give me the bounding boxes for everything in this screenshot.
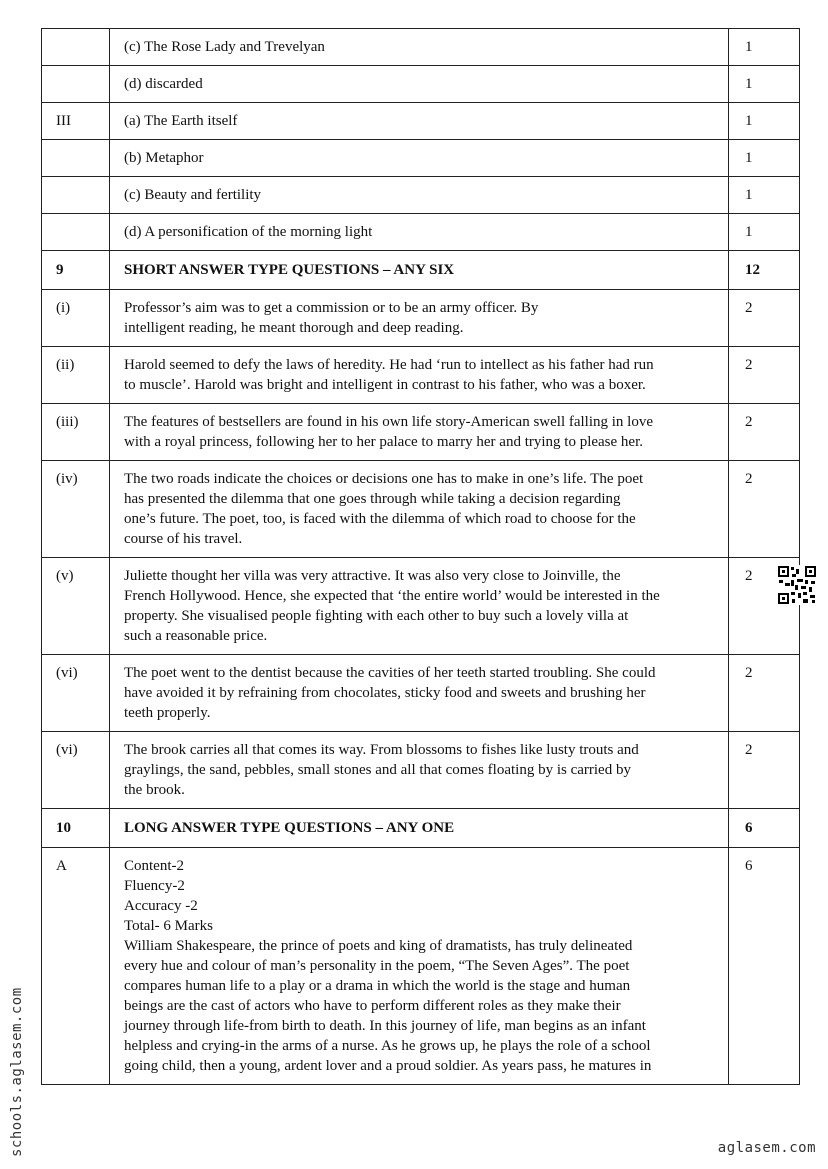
answer-row	[42, 558, 800, 655]
section-header-row	[42, 809, 800, 848]
question-number	[42, 66, 110, 103]
question-number: (iv)	[42, 461, 110, 558]
answer-line: course of his travel.	[124, 531, 243, 547]
answer-text	[110, 103, 729, 140]
answer-line: (a) The Earth itself	[124, 113, 238, 129]
question-number: (v)	[42, 558, 110, 655]
question-number: (iii)	[42, 404, 110, 461]
marks: 6	[729, 848, 800, 1085]
answer-line: going child, then a young, ardent lover and a proud soldier. As years pass, he matures in	[124, 1058, 652, 1074]
answer-text	[110, 29, 729, 66]
answer-line: with a royal princess, following her to her palace to marry her and trying to please her.	[124, 434, 643, 450]
answer-row	[42, 347, 800, 404]
answer-line: (c) The Rose Lady and Trevelyan	[124, 39, 325, 55]
answer-row	[42, 732, 800, 809]
question-number	[42, 29, 110, 66]
answer-text	[110, 404, 729, 461]
answer-line: (b) Metaphor	[124, 150, 204, 166]
question-number: III	[42, 103, 110, 140]
question-number: (i)	[42, 290, 110, 347]
answer-text	[110, 290, 729, 347]
marks: 1	[729, 214, 800, 251]
question-number: (vi)	[42, 655, 110, 732]
answer-text	[110, 655, 729, 732]
qr-code-icon[interactable]	[777, 565, 817, 605]
answer-row	[42, 103, 800, 140]
answer-line: the brook.	[124, 782, 185, 798]
answer-line: SHORT ANSWER TYPE QUESTIONS – ANY SIX	[124, 262, 455, 278]
answer-line: Fluency-2	[124, 878, 185, 894]
answer-line: The poet went to the dentist because the cavities of her teeth started troubling. She could	[124, 665, 656, 681]
answer-line: every hue and colour of man’s personality in the poem, “The Seven Ages”. The poet	[124, 958, 630, 974]
question-number: (ii)	[42, 347, 110, 404]
question-number	[42, 214, 110, 251]
answer-line: helpless and crying-in the arms of a nurse. As he grows up, he plays the role of a school	[124, 1038, 651, 1054]
answer-line: has presented the dilemma that one goes through while taking a decision regarding	[124, 491, 621, 507]
marks: 12	[729, 251, 800, 290]
marks: 1	[729, 29, 800, 66]
answer-line: (c) Beauty and fertility	[124, 187, 262, 203]
question-number: (vi)	[42, 732, 110, 809]
answer-line: Accuracy -2	[124, 898, 198, 914]
answer-row	[42, 848, 800, 1085]
section-header-row	[42, 251, 800, 290]
answer-text	[110, 347, 729, 404]
answer-line: The brook carries all that comes its way. From blossoms to fishes like lusty trouts and	[124, 742, 639, 758]
answer-row	[42, 290, 800, 347]
answer-text	[110, 848, 729, 1085]
marks: 1	[729, 177, 800, 214]
answer-row	[42, 655, 800, 732]
marks: 2	[729, 732, 800, 809]
answer-line: The two roads indicate the choices or decisions one has to make in one’s life. The poet	[124, 471, 644, 487]
watermark-bottom: aglasem.com	[717, 1140, 816, 1156]
answer-line: have avoided it by refraining from chocolates, sticky food and sweets and brushing her	[124, 685, 646, 701]
answer-text	[110, 809, 729, 848]
marking-scheme-table	[41, 28, 800, 1085]
question-number	[42, 140, 110, 177]
answer-line: one’s future. The poet, too, is faced with the dilemma of which road to choose for the	[124, 511, 636, 527]
answer-row	[42, 461, 800, 558]
answer-text	[110, 177, 729, 214]
answer-row	[42, 66, 800, 103]
answer-row	[42, 404, 800, 461]
question-number: A	[42, 848, 110, 1085]
answer-line: graylings, the sand, pebbles, small stones and all that comes floating by is carried by	[124, 762, 631, 778]
answer-row	[42, 177, 800, 214]
marks: 2	[729, 404, 800, 461]
marks: 2	[729, 290, 800, 347]
watermark-side: schools.aglasem.com	[9, 987, 25, 1157]
marks: 6	[729, 809, 800, 848]
marks: 2	[729, 558, 800, 655]
marks: 2	[729, 655, 800, 732]
marks: 1	[729, 103, 800, 140]
answer-line: Juliette thought her villa was very attractive. It was also very close to Joinville, the	[124, 568, 621, 584]
answer-line: Professor’s aim was to get a commission or to be an army officer. By	[124, 300, 539, 316]
answer-text	[110, 66, 729, 103]
marks: 1	[729, 140, 800, 177]
answer-line: compares human life to a play or a drama in which the world is the stage and human	[124, 978, 631, 994]
marks: 2	[729, 461, 800, 558]
answer-text	[110, 558, 729, 655]
question-number: 9	[42, 251, 110, 290]
answer-line: beings are the cast of actors who have to perform different roles as they make their	[124, 998, 621, 1014]
answer-text	[110, 461, 729, 558]
marks: 2	[729, 347, 800, 404]
answer-line: French Hollywood. Hence, she expected that ‘the entire world’ would be interested in the	[124, 588, 660, 604]
answer-row	[42, 29, 800, 66]
answer-line: Harold seemed to defy the laws of heredity. He had ‘run to intellect as his father had run	[124, 357, 654, 373]
answer-text	[110, 732, 729, 809]
answer-row	[42, 140, 800, 177]
answer-line: journey through life-from birth to death. In this journey of life, man begins as an infant	[124, 1018, 646, 1034]
answer-line: (d) A personification of the morning light	[124, 224, 373, 240]
answer-line: The features of bestsellers are found in his own life story-American swell falling in love	[124, 414, 654, 430]
answer-line: Total- 6 Marks	[124, 918, 213, 934]
answer-line: property. She visualised people fighting with each other to buy such a lovely villa at	[124, 608, 629, 624]
question-number	[42, 177, 110, 214]
question-number: 10	[42, 809, 110, 848]
answer-line: (d) discarded	[124, 76, 203, 92]
answer-text	[110, 140, 729, 177]
answer-line: teeth properly.	[124, 705, 211, 721]
answer-line: to muscle’. Harold was bright and intelligent in contrast to his father, who was a boxer.	[124, 377, 646, 393]
answer-line: Content-2	[124, 858, 184, 874]
answer-text	[110, 251, 729, 290]
answer-text	[110, 214, 729, 251]
answer-line: William Shakespeare, the prince of poets and king of dramatists, has truly delineated	[124, 938, 633, 954]
answer-line: intelligent reading, he meant thorough and deep reading.	[124, 320, 464, 336]
answer-line: such a reasonable price.	[124, 628, 268, 644]
answer-line: LONG ANSWER TYPE QUESTIONS – ANY ONE	[124, 820, 455, 836]
answer-row	[42, 214, 800, 251]
marks: 1	[729, 66, 800, 103]
